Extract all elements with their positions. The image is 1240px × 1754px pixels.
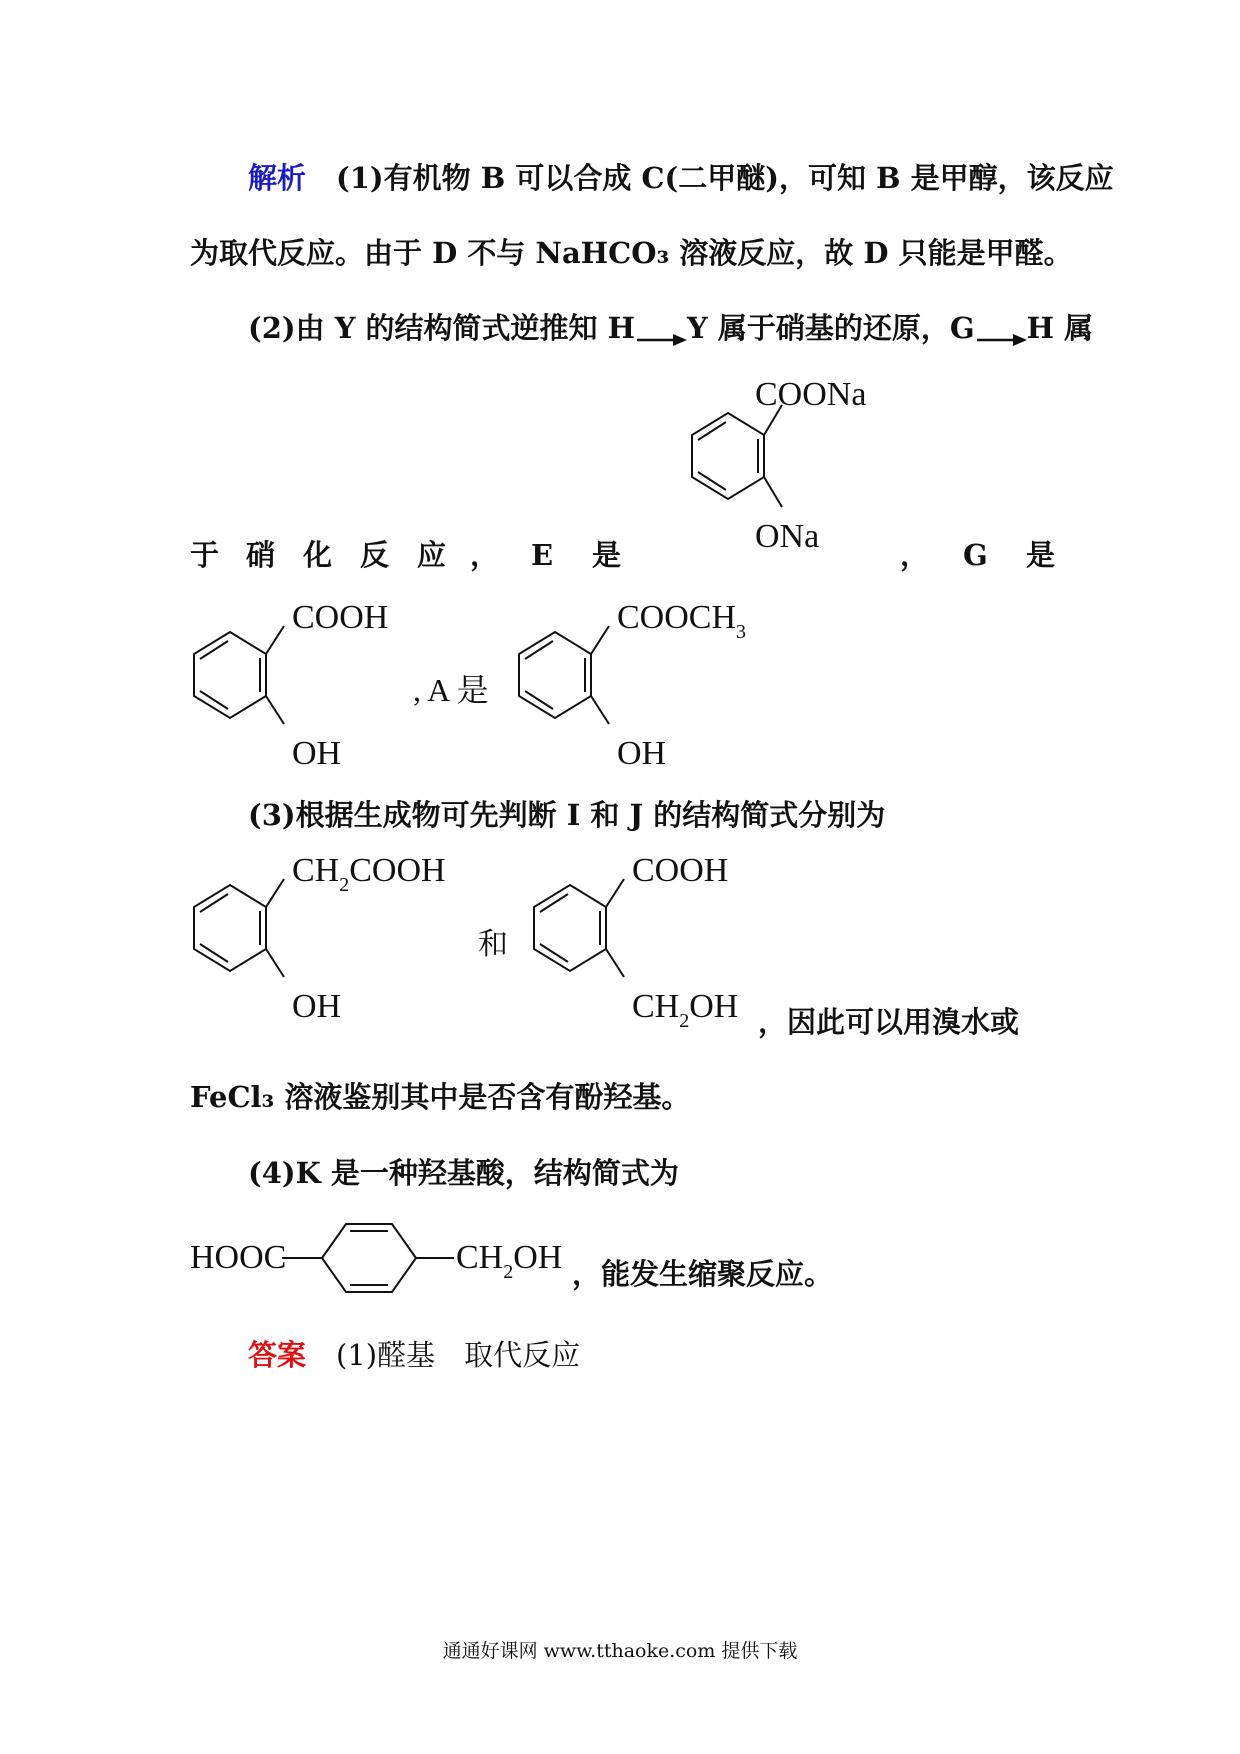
p2-text-a: (2)由 Y 的结构简式逆推知 H: [248, 311, 636, 345]
svg-text:CH2COOH: [292, 853, 446, 896]
structure-e-top-label: COONa: [755, 376, 867, 413]
structure-j-bottom-rest: OH: [689, 988, 739, 1025]
p3-line-1: [248, 795, 885, 835]
structure-e-bottom-label: ONa: [755, 518, 820, 555]
answer-label: 答案: [248, 1338, 307, 1372]
svg-text:CH2OH: [456, 1239, 562, 1283]
p3-line-2: FeCl₃ 溶液鉴别其中是否含有酚羟基。: [190, 1080, 691, 1114]
p3-text: (3)根据生成物可先判断 I 和 J 的结构简式分别为: [248, 798, 886, 832]
structure-k: [190, 1218, 590, 1308]
p2-text-c: H 属: [1026, 311, 1094, 345]
char: G: [963, 538, 988, 572]
char: ，: [900, 538, 930, 572]
structure-k-right-label: CH: [456, 1239, 504, 1276]
structure-g-top-label: COOH: [292, 600, 389, 636]
p2-line-1: [248, 308, 1093, 348]
svg-text:CH2OH: [632, 988, 738, 1032]
structure-k-left-label: HOOC: [190, 1239, 287, 1276]
char: 是: [1026, 538, 1056, 572]
char: 反: [360, 538, 390, 572]
reaction-arrow-icon: [635, 320, 687, 340]
structure-a: [505, 600, 765, 780]
char: 化: [303, 538, 333, 572]
analysis-text-2: 为取代反应。由于 D 不与 NaHCO₃ 溶液反应，故 D 只能是甲醛。: [190, 236, 1073, 270]
svg-text:COOCH3: [617, 600, 746, 643]
structure-j: [520, 853, 780, 1033]
structure-a-top-sub: 3: [736, 621, 747, 643]
structure-g-bottom-label: OH: [292, 735, 342, 772]
structure-i-top-sub: 2: [339, 874, 350, 896]
p2-text-b: Y 属于硝基的还原，G: [687, 311, 975, 345]
p4-after: ，能发生缩聚反应。: [572, 1257, 834, 1291]
reaction-arrow-icon: [975, 320, 1027, 340]
structure-j-bottom-label: CH: [632, 988, 680, 1025]
structure-a-top-label: COOCH: [617, 600, 737, 636]
char: E: [531, 538, 554, 572]
structure-k-right-sub: 2: [503, 1261, 514, 1283]
analysis-line-1: [248, 158, 1114, 198]
structure-j-top-label: COOH: [632, 853, 729, 889]
p4-line-1: (4)K 是一种羟基酸，结构简式为: [248, 1156, 679, 1190]
structure-i: [180, 853, 470, 1033]
page-footer: 通通好课网 www.tthaoke.com 提供下载: [442, 1640, 798, 1662]
structure-a-bottom-label: OH: [617, 735, 667, 772]
structure-j-bottom-sub: 2: [679, 1010, 690, 1032]
char: 硝: [246, 538, 276, 572]
analysis-text-1: (1)有机物 B 可以合成 C(二甲醚)，可知 B 是甲醇，该反应: [336, 161, 1114, 195]
analysis-label: 解析: [248, 161, 307, 195]
char: ，: [470, 538, 500, 572]
analysis-line-2: [190, 233, 1073, 273]
p3-after: ，因此可以用溴水或: [758, 1005, 1020, 1039]
answer-text: (1)醛基 取代反应: [336, 1338, 581, 1372]
char: 应: [417, 538, 447, 572]
and-connector: 和: [478, 927, 508, 962]
structure-k-right-rest: OH: [513, 1239, 563, 1276]
char: 于: [190, 538, 220, 572]
structure-i-bottom-label: OH: [292, 988, 342, 1025]
structure-g: [180, 600, 420, 780]
answer-line: [248, 1335, 580, 1375]
structure-i-top-rest: COOH: [349, 853, 446, 889]
a-connector: , A 是: [413, 672, 489, 708]
structure-i-top-label: CH: [292, 853, 340, 889]
char: 是: [592, 538, 622, 572]
p2-line-2: [0, 535, 1240, 575]
